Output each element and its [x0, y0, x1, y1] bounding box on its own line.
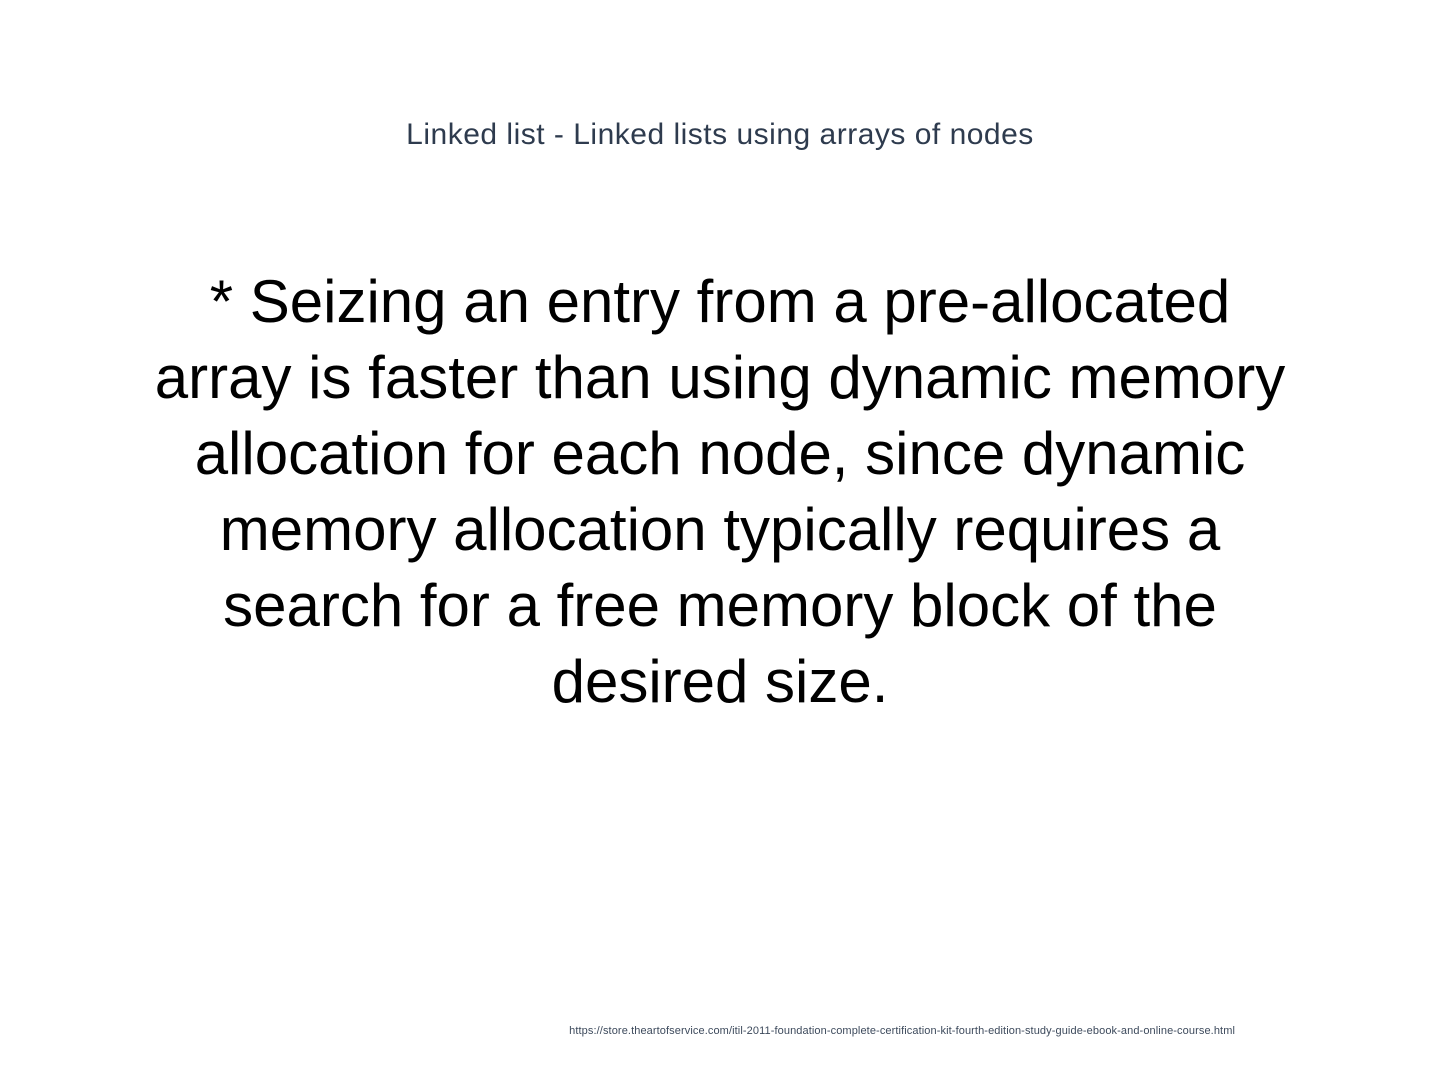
body-line-6: desired size.: [551, 648, 889, 715]
body-line-2: array is faster than using dynamic memory: [154, 344, 1286, 411]
body-line-5: search for a free memory block of the: [223, 572, 1217, 639]
slide-body: [145, 264, 1295, 720]
body-line-3: allocation for each node, since dynamic: [194, 420, 1246, 487]
slide-title: Linked list - Linked lists using arrays of nodes: [406, 118, 1034, 151]
footer-source-url: https://store.theartofservice.com/itil-2011-foundation-complete-certification-kit-fourth-edition-study-guide-ebook-and-online-course.html: [569, 1025, 1235, 1037]
body-line-4: memory allocation typically requires a: [219, 496, 1221, 563]
body-line-1: * Seizing an entry from a pre-allocated: [209, 268, 1231, 335]
